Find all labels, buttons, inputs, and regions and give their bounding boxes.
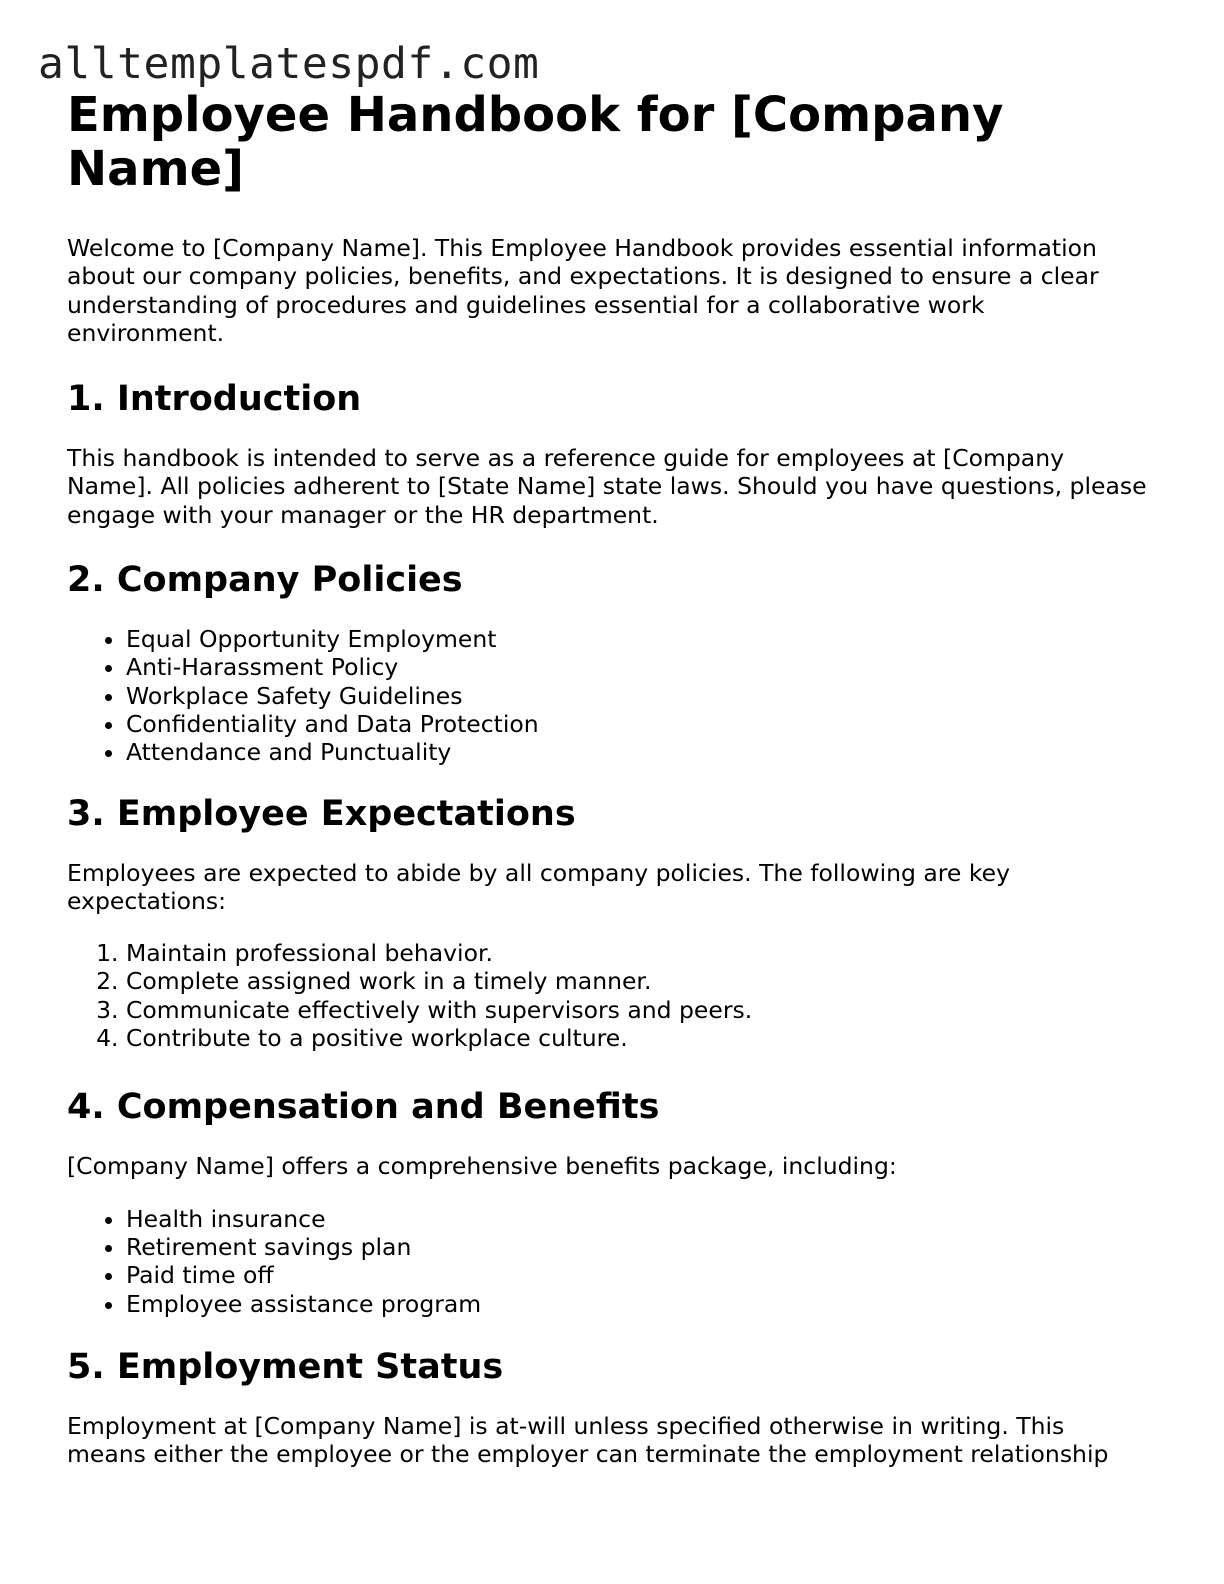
list-item: 3. Communicate effectively with supervisors and peers. [126, 996, 1147, 1024]
section-heading-compensation-benefits: 4. Compensation and Benefits [67, 1087, 660, 1128]
list-item: • Attendance and Punctuality [126, 738, 1147, 766]
list-item: • Health insurance [126, 1205, 1147, 1233]
section-heading-employee-expectations: 3. Employee Expectations [67, 793, 576, 834]
document-title: Employee Handbook for [Company Name] [67, 87, 1004, 197]
list-item: 4. Contribute to a positive workplace culture. [126, 1024, 1147, 1052]
list-item: • Employee assistance program [126, 1290, 1147, 1318]
section-heading-company-policies: 2. Company Policies [67, 560, 463, 601]
section-heading-introduction: 1. Introduction [67, 379, 362, 420]
introduction-paragraph: This handbook is intended to serve as a reference guide for employees at [Company Name]. All policies adherent to [State Name] state laws. Should you have questions, please engage with your manager or the HR department. [67, 444, 1147, 529]
section-heading-employment-status: 5. Employment Status [67, 1346, 504, 1387]
list-item: 2. Complete assigned work in a timely manner. [126, 967, 1147, 995]
list-item: • Paid time off [126, 1261, 1147, 1289]
list-item: • Anti-Harassment Policy [126, 653, 1147, 681]
expectations-list [67, 939, 1147, 1052]
welcome-paragraph: Welcome to [Company Name]. This Employee Handbook provides essential information about our company policies, benefits, and expectations. It is designed to ensure a clear understanding of procedures and guidelines essential for a collaborative work environment. [67, 234, 1099, 347]
employment-status-paragraph: Employment at [Company Name] is at-will unless specified otherwise in writing. This means either the employee or the employer can terminate the employment relationship [67, 1411, 1109, 1469]
list-item: • Equal Opportunity Employment [126, 625, 1147, 653]
list-item: 1. Maintain professional behavior. [126, 939, 1147, 967]
company-policies-list [67, 625, 1147, 766]
benefits-list [67, 1205, 1147, 1318]
watermark: alltemplatespdf.com [38, 39, 540, 89]
document-page [67, 88, 1147, 1499]
list-item: • Retirement savings plan [126, 1233, 1147, 1261]
expectations-paragraph: Employees are expected to abide by all company policies. The following are key expectations: [67, 858, 1010, 915]
list-item: • Confidentiality and Data Protection [126, 710, 1147, 738]
list-item: • Workplace Safety Guidelines [126, 682, 1147, 710]
compensation-paragraph: [Company Name] offers a comprehensive benefits package, including: [67, 1152, 897, 1181]
